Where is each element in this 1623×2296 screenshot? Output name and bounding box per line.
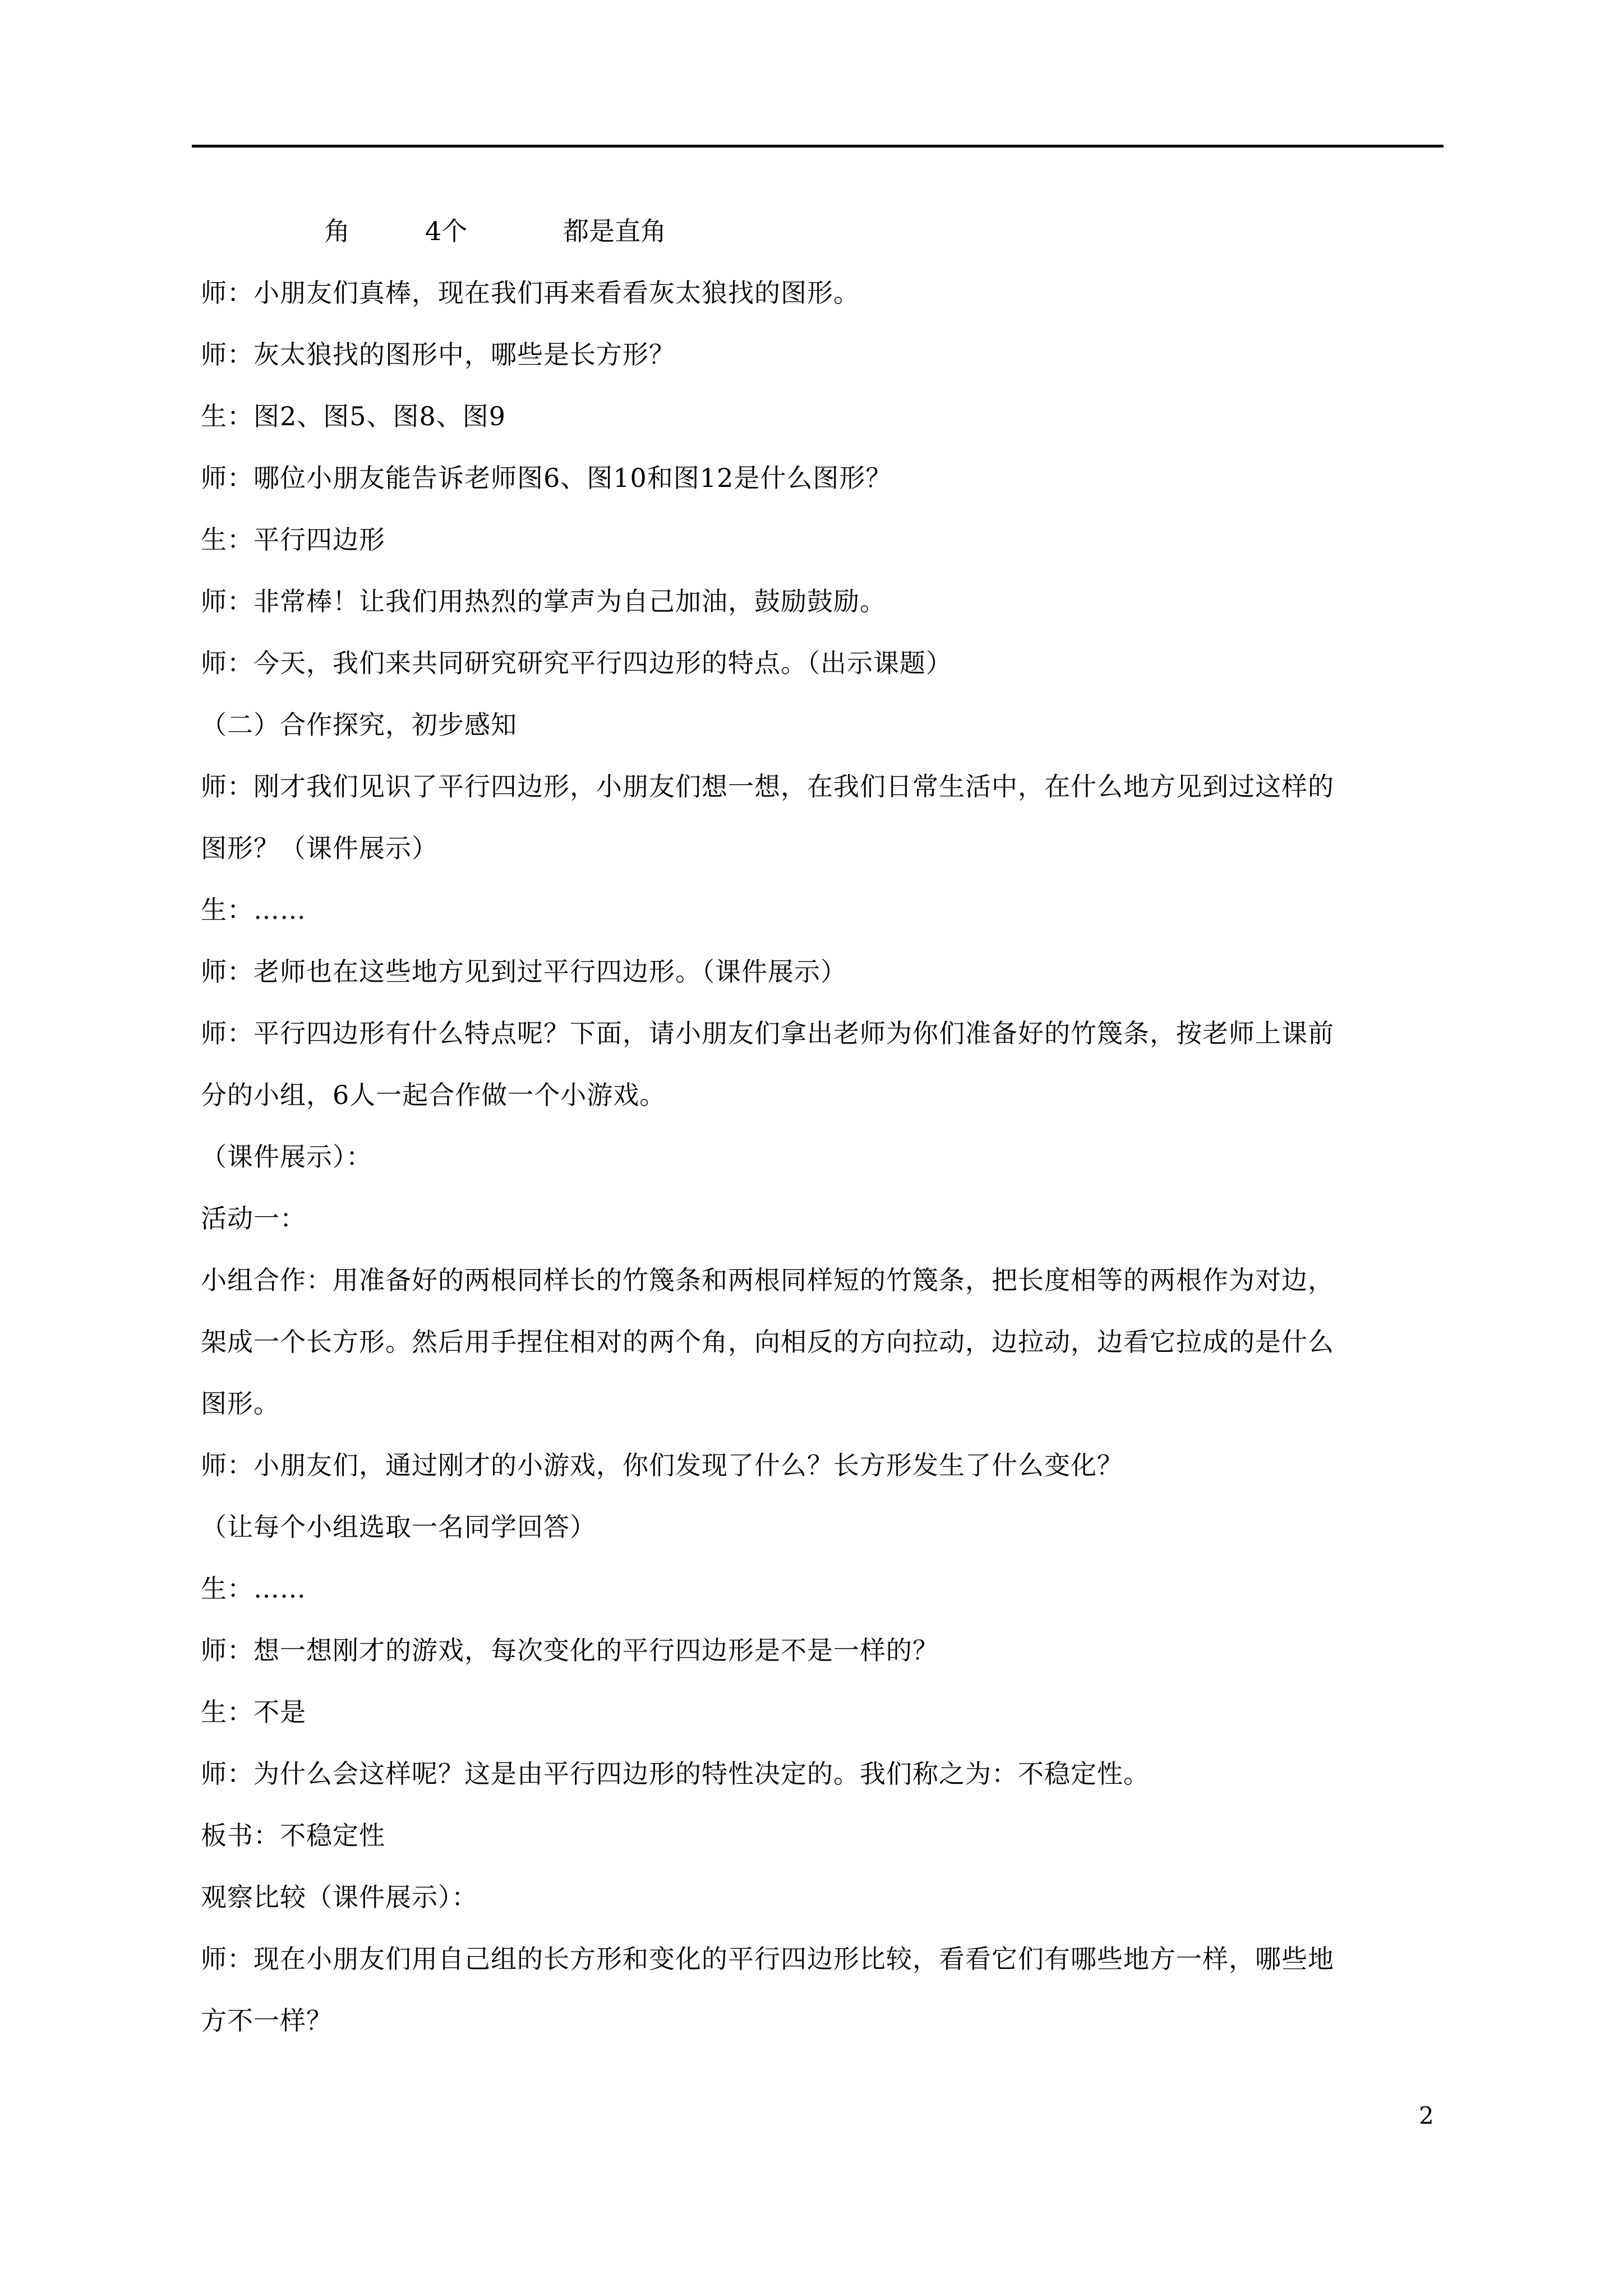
text-line: 师：老师也在这些地方见到过平行四边形。（课件展示） [201, 956, 847, 987]
text-line: 师：小朋友们真棒，现在我们再来看看灰太狼找的图形。 [201, 278, 860, 308]
text-line: 生：图2、图5、图8、图9 [201, 401, 506, 431]
text-line: 师：想一想刚才的游戏，每次变化的平行四边形是不是一样的？ [201, 1635, 939, 1665]
text-line: 生：…… [201, 1573, 306, 1604]
text-line: 师：非常棒！让我们用热烈的掌声为自己加油，鼓励鼓励。 [201, 586, 886, 616]
table-cell-count: 4个 [425, 216, 468, 246]
text-line: 师：哪位小朋友能告诉老师图6、图10和图12是什么图形？ [201, 463, 892, 493]
text-line: 观察比较（课件展示）： [201, 1882, 478, 1912]
text-line: （让每个小组选取一名同学回答） [201, 1512, 596, 1542]
text-line: 生：…… [201, 895, 306, 925]
text-line: 师：现在小朋友们用自己组的长方形和变化的平行四边形比较，看看它们有哪些地方一样，哪些地 [201, 1944, 1334, 1974]
text-line: 板书：不稳定性 [201, 1820, 385, 1851]
table-cell-angle: 角 [324, 216, 350, 246]
text-line: 分的小组，6人一起合作做一个小游戏。 [201, 1080, 666, 1110]
text-line: 方不一样？ [201, 2005, 333, 2036]
text-line: 活动一： [201, 1203, 306, 1234]
text-line: 师：灰太狼找的图形中，哪些是长方形？ [201, 339, 675, 370]
text-line: （课件展示）： [201, 1142, 372, 1172]
text-line: 生：平行四边形 [201, 524, 385, 555]
text-line: 师：为什么会这样呢？这是由平行四边形的特性决定的。我们称之为：不稳定性。 [201, 1759, 1150, 1789]
text-line: 师：刚才我们见识了平行四边形，小朋友们想一想，在我们日常生活中，在什么地方见到过这样的 [201, 771, 1334, 802]
text-line: 生：不是 [201, 1697, 306, 1727]
text-line: 师：平行四边形有什么特点呢？下面，请小朋友们拿出老师为你们准备好的竹篾条，按老师上课前 [201, 1018, 1334, 1048]
text-line: 图形？（课件展示） [201, 833, 438, 863]
text-line: 师：今天，我们来共同研究研究平行四边形的特点。（出示课题） [201, 648, 952, 678]
table-cell-right-angles: 都是直角 [563, 216, 666, 246]
text-line: 师：小朋友们，通过刚才的小游戏，你们发现了什么？长方形发生了什么变化？ [201, 1450, 1123, 1480]
section-heading: （二）合作探究，初步感知 [201, 710, 517, 740]
text-line: 图形。 [201, 1388, 280, 1419]
text-line: 架成一个长方形。然后用手捏住相对的两个角，向相反的方向拉动，边拉动，边看它拉成的是什么 [201, 1327, 1334, 1357]
page-number: 2 [1419, 2102, 1434, 2129]
text-line: 小组合作：用准备好的两根同样长的竹篾条和两根同样短的竹篾条，把长度相等的两根作为对边， [201, 1265, 1334, 1295]
